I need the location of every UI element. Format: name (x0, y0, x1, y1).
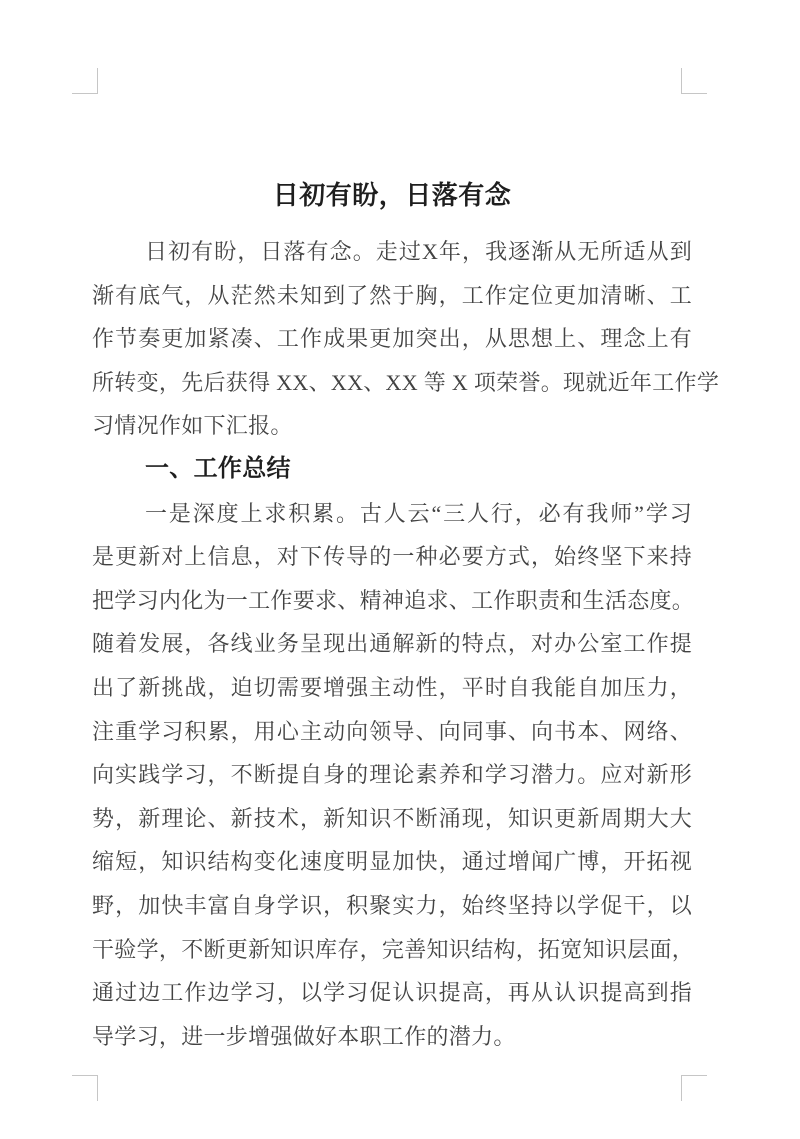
body-text-line: 向实践学习，不断提自身的理论素养和学习潜力。应对新形 (92, 762, 692, 788)
body-text-line: 缩短，知识结构变化速度明显加快，通过增闻广博，开拓视 (92, 849, 692, 875)
body-text-line: 势，新理论、新技术，新知识不断涌现，知识更新周期大大 (92, 805, 692, 831)
body-text-line: 干验学，不断更新知识库存，完善知识结构，拓宽知识层面， (92, 936, 695, 962)
body-text-line: 日初有盼，日落有念。走过X年，我逐渐从无所适从到 (145, 239, 692, 264)
body-text-line: 通过边工作边学习，以学习促认识提高，再从认识提高到指 (92, 980, 692, 1006)
text-boundary-mark-top-left (72, 68, 98, 94)
document-content (92, 172, 720, 1058)
body-text-line: 注重学习积累，用心主动向领导、向同事、向书本、网络、 (92, 718, 692, 744)
body-text-line: 作节奏更加紧凑、工作成果更加突出，从思想上、理念上有 (92, 326, 692, 352)
body-text-line: 习情况作如下汇报。 (92, 413, 293, 439)
document-title: 日初有盼，日落有念 (272, 181, 512, 210)
text-boundary-mark-bottom-left (72, 1075, 98, 1101)
text-boundary-mark-bottom-right (681, 1075, 707, 1101)
body-text-line: 野，加快丰富自身学识，积聚实力，始终坚持以学促干，以 (92, 892, 692, 918)
document-body (92, 230, 720, 1058)
body-text-line: 渐有底气，从茫然未知到了然于胸，工作定位更加清晰、工 (92, 282, 692, 308)
text-boundary-mark-top-right (681, 68, 707, 94)
body-text-line: 一是深度上求积累。古人云“三人行，必有我师”学习 (145, 500, 692, 526)
body-text-line: 随着发展，各线业务呈现出通解新的特点，对办公室工作提 (92, 631, 692, 657)
body-text-line: 是更新对上信息，对下传导的一种必要方式，始终坚下来持 (92, 544, 692, 570)
body-text-line: 导学习，进一步增强做好本职工作的潜力。 (92, 1023, 516, 1049)
body-text-line: 出了新挑战，迫切需要增强主动性，平时自我能自加压力， (92, 674, 692, 700)
body-text-line: 把学习内化为一工作要求、精神追求、工作职责和生活态度。 (92, 587, 695, 613)
section-heading: 一、工作总结 (145, 455, 291, 482)
body-text-line: 所转变，先后获得 XX、XX、XX 等 X 项荣誉。现就近年工作学 (92, 369, 720, 395)
